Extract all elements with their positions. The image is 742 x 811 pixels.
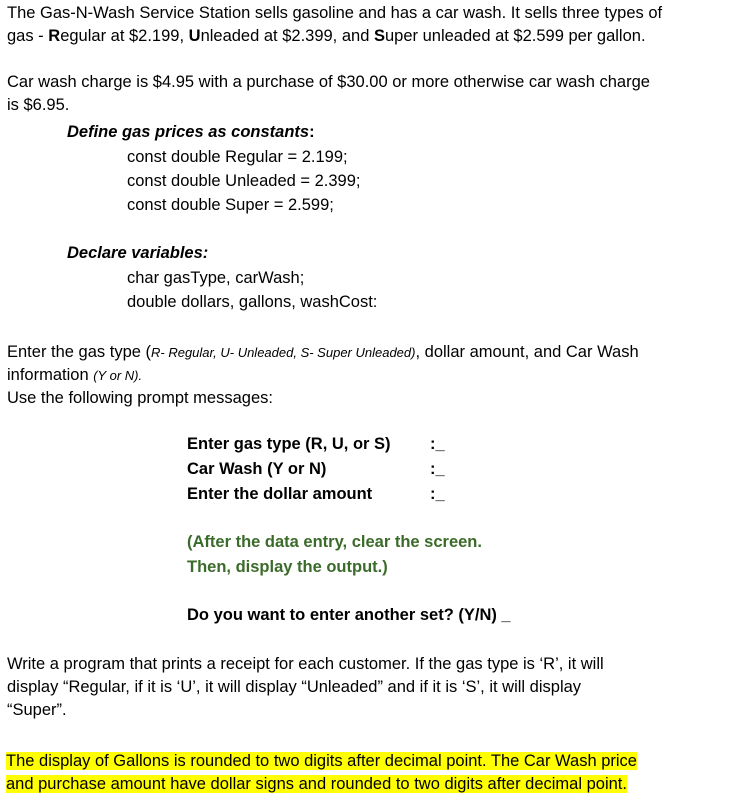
yn-legend: (Y or N). — [93, 368, 143, 383]
highlight-paragraph — [6, 750, 732, 796]
intro-line-2d: uper unleaded at $2.599 per gallon. — [384, 27, 646, 45]
again-prompt: Do you want to enter another set? (Y/N) _ — [187, 606, 511, 624]
write-paragraph — [7, 653, 731, 722]
carwash-paragraph — [7, 71, 731, 117]
constants-heading: Define gas prices as constants: — [67, 123, 315, 141]
constant-super: const double Super = 2.599; — [127, 196, 334, 214]
gas-type-legend: R- Regular, U- Unleaded, S- Super Unleaded) — [151, 345, 416, 360]
intro-paragraph — [7, 2, 731, 48]
constant-unleaded: const double Unleaded = 2.399; — [127, 172, 361, 190]
write-line-3: “Super”. — [7, 701, 67, 719]
write-line-1: Write a program that prints a receipt for each customer. If the gas type is ‘R’, it will — [7, 655, 604, 673]
highlight-line-1: The display of Gallons is rounded to two digits after decimal point. The Car Wash price — [6, 752, 637, 770]
write-line-2: display “Regular, if it is ‘U’, it will display “Unleaded” and if it is ‘S’, it will display — [7, 678, 582, 696]
prompt-gas-type-label: Enter gas type (R, U, or S) — [187, 435, 391, 453]
constant-regular: const double Regular = 2.199; — [127, 148, 348, 166]
prompt-gas-type-input: :_ — [430, 435, 445, 453]
variable-chars: char gasType, carWash; — [127, 269, 305, 287]
unleaded-initial: U — [188, 27, 201, 45]
highlight-line-2: and purchase amount have dollar signs and rounded to two digits after decimal point. — [6, 775, 627, 793]
carwash-line-1: Car wash charge is $4.95 with a purchase of $30.00 or more otherwise car wash charge — [7, 73, 650, 91]
prompt-car-wash-input: :_ — [430, 460, 445, 478]
intro-line-2c: nleaded at $2.399, and — [200, 27, 374, 45]
intro-line-2a: gas - — [7, 27, 49, 45]
variable-doubles: double dollars, gallons, washCost: — [127, 293, 378, 311]
enter-line-3: Use the following prompt messages: — [7, 389, 273, 407]
super-initial: S — [373, 27, 385, 45]
enter-line-1a: Enter the gas type ( — [7, 343, 151, 361]
note-line-1: (After the data entry, clear the screen. — [187, 533, 482, 551]
regular-initial: R — [48, 27, 61, 45]
enter-line-1b: , dollar amount, and Car Wash — [415, 343, 639, 361]
prompt-dollar-label: Enter the dollar amount — [187, 485, 373, 503]
variables-heading: Declare variables: — [67, 244, 209, 262]
prompt-car-wash-label: Car Wash (Y or N) — [187, 460, 327, 478]
enter-line-2a: information — [7, 366, 94, 384]
note-line-2: Then, display the output.) — [187, 558, 388, 576]
prompt-dollar-input: :_ — [430, 485, 445, 503]
enter-paragraph — [7, 341, 731, 410]
carwash-line-2: is $6.95. — [7, 96, 70, 114]
intro-line-1: The Gas-N-Wash Service Station sells gasoline and has a car wash. It sells three types of — [7, 4, 663, 22]
intro-line-2b: egular at $2.199, — [60, 27, 189, 45]
